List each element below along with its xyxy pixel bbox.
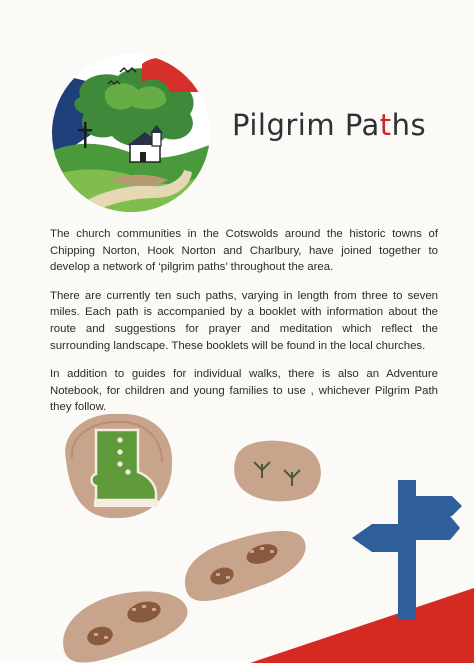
boot-footprint-icon bbox=[63, 531, 306, 663]
title-part-1: Pilgrim Pa bbox=[232, 108, 380, 142]
title-cross-letter: t bbox=[379, 108, 392, 142]
pilgrim-paths-logo-icon bbox=[50, 52, 212, 214]
paragraph-communities: The church communities in the Cotswolds around the historic towns of Chipping Norton, Hook Norton and Charlbury, have joined together to develop a network of ‘pilgrim paths’ throughout the area. bbox=[50, 228, 438, 274]
page-title bbox=[232, 108, 426, 142]
bird-tracks-icon bbox=[234, 441, 321, 502]
paragraph-paths: There are currently ten such paths, varying in length from three to seven miles. Each path is accompanied by a booklet with information about the route and suggestions for prayer and meditation which reflect the surrounding landscape. These booklets will be found in the local churches. bbox=[50, 289, 438, 352]
paragraph-notebook: In addition to guides for individual walks, there is also an Adventure Notebook, for children and young families to use , whichever Pilgrim Path they follow. bbox=[50, 368, 438, 414]
red-ribbon bbox=[250, 588, 474, 663]
title-part-2: hs bbox=[391, 108, 427, 142]
illustrations bbox=[0, 400, 474, 663]
walking-boot-icon bbox=[65, 414, 172, 518]
intro-text bbox=[50, 226, 438, 428]
